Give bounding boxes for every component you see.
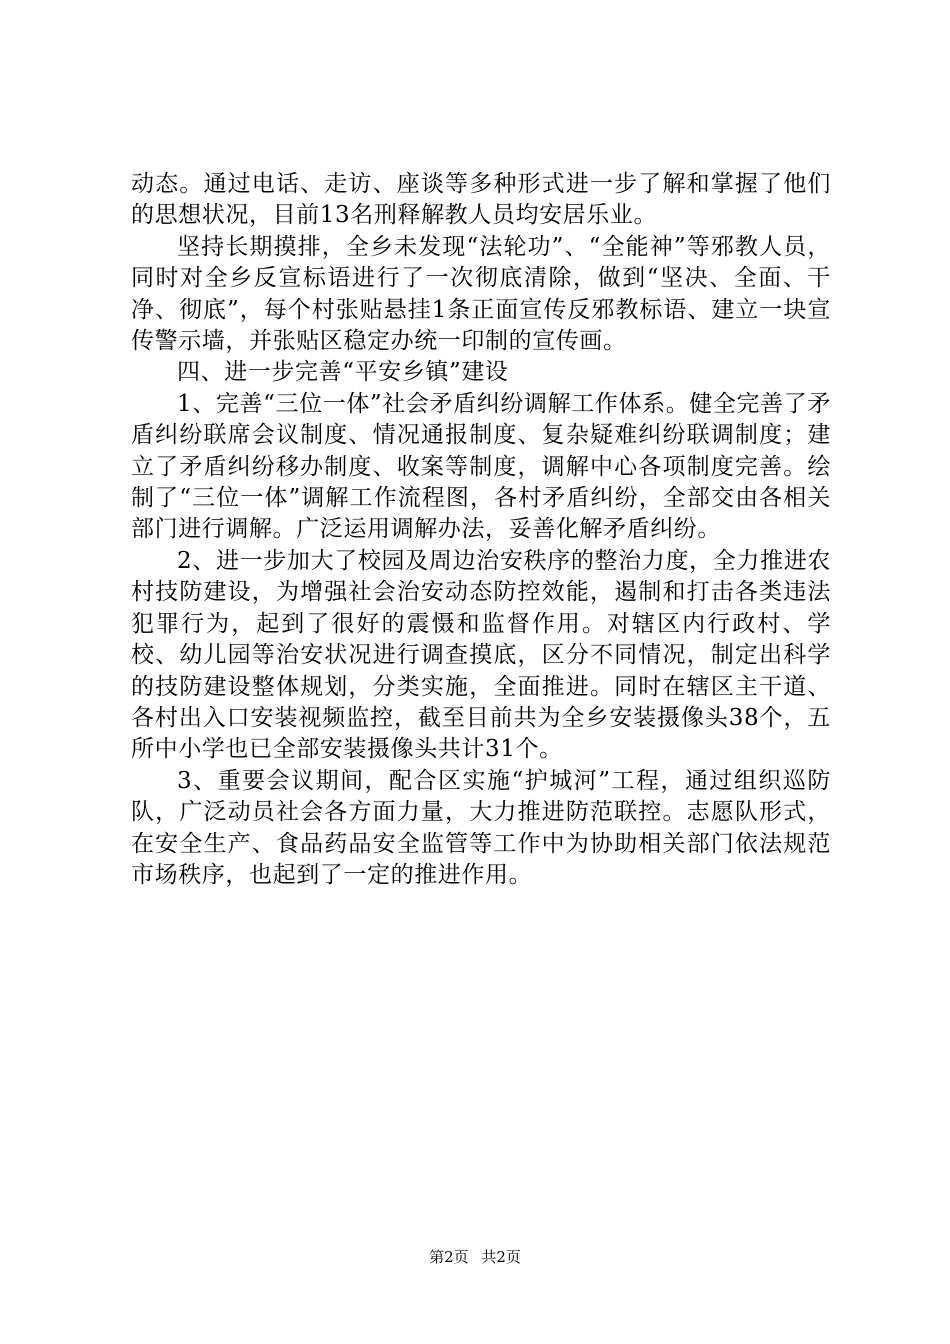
section-heading-safe-township: 四、进一步完善“平安乡镇”建设 xyxy=(177,359,509,386)
paragraph-cult-investigation: 坚持长期摸排，全乡未发现“法轮功”、“全能神”等邪教人员，同时对全乡反宣标语进行了一次彻底清除，做到“坚决、全面、干净、彻底”，每个村张贴悬挂1条正面宣传反邪教标语、建立一块宣传警示墙，并张贴区稳定办统一印制的宣传画。 xyxy=(131,233,831,355)
paragraph-continuation: 动态。通过电话、走访、座谈等多种形式进一步了解和掌握了他们的思想状况，目前13名刑释解教人员均安居乐业。 xyxy=(131,171,831,229)
paragraph-dispute-mediation: 1、完善“三位一体”社会矛盾纠纷调解工作体系。健全完善了矛盾纠纷联席会议制度、情况通报制度、复杂疑难纠纷联调制度；建立了矛盾纠纷移办制度、收案等制度，调解中心各项制度完善。绘制了“三位一体”调解工作流程图，各村矛盾纠纷，全部交由各相关部门进行调解。广泛运用调解办法，妥善化解矛盾纠纷。 xyxy=(131,390,831,543)
paragraph-campus-security: 2、进一步加大了校园及周边治安秩序的整治力度，全力推进农村技防建设，为增强社会治安动态防控效能，遏制和打击各类违法犯罪行为，起到了很好的震慑和监督作用。对辖区内行政村、学校、幼儿园等治安状况进行调查摸底，区分不同情况，制定出科学的技防建设整体规划，分类实施，全面推进。同时在辖区主干道、各村出入口安装视频监控，截至目前共为全乡安装摄像头38个，五所中小学也已全部安装摄像头共计31个。 xyxy=(131,547,831,763)
paragraph-moat-project: 3、重要会议期间，配合区实施“护城河”工程，通过组织巡防队，广泛动员社会各方面力量，大力推进防范联控。志愿队形式，在安全生产、食品药品安全监管等工作中为协助相关部门依法规范市场秩序，也起到了一定的推进作用。 xyxy=(131,767,831,888)
page-number: 第2页 xyxy=(429,1248,469,1266)
page-total: 共2页 xyxy=(481,1248,521,1266)
document-body xyxy=(131,169,831,891)
page-footer xyxy=(0,1247,950,1267)
